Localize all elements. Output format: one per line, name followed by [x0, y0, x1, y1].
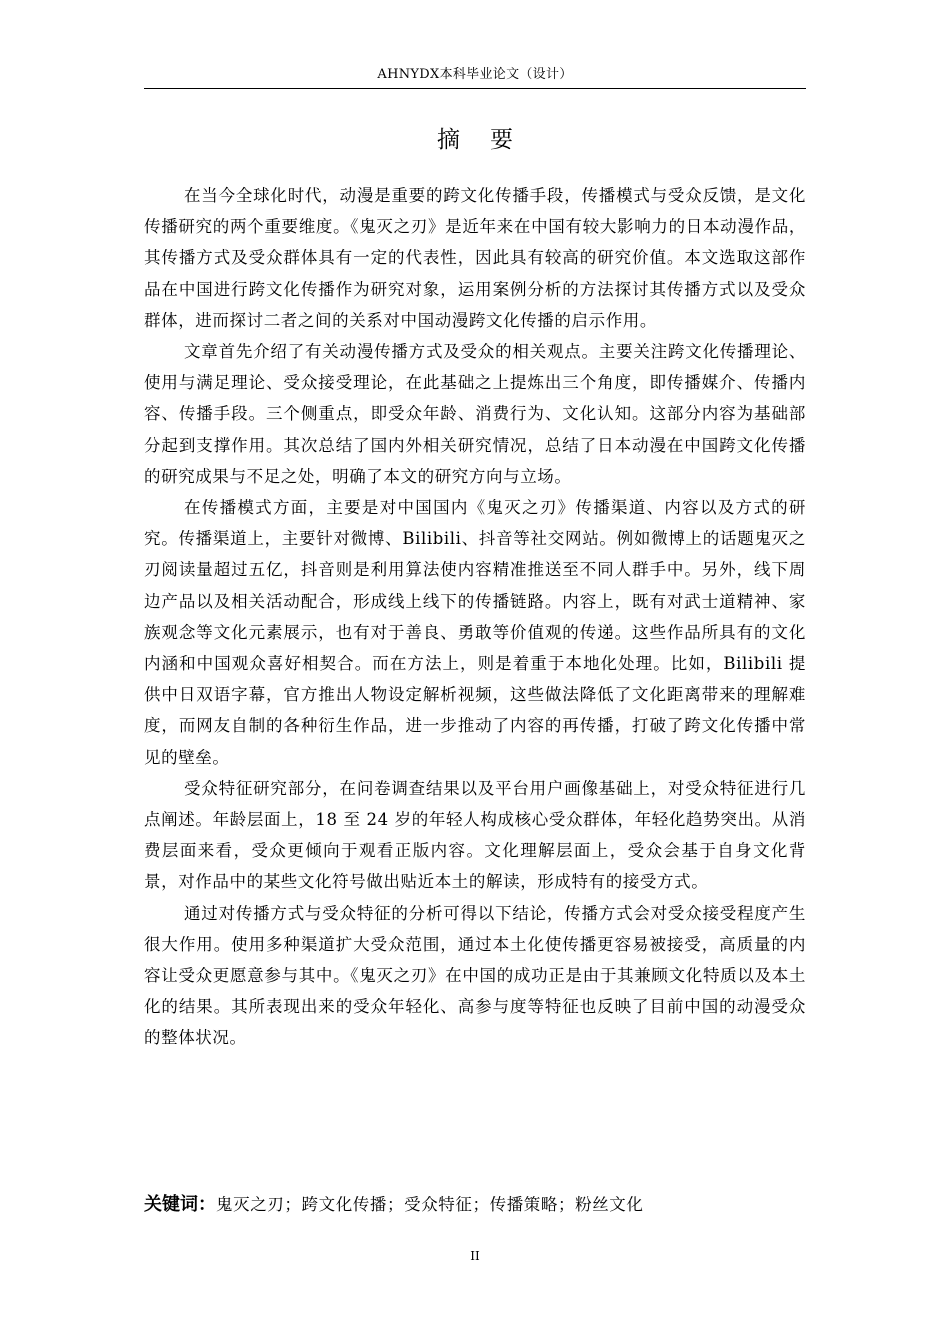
abstract-body	[144, 180, 806, 1054]
keywords-value: 鬼灭之刃；跨文化传播；受众特征；传播策略；粉丝文化	[216, 1195, 644, 1214]
abstract-title: 摘要	[437, 127, 543, 153]
abstract-paragraph: 通过对传播方式与受众特征的分析可得以下结论，传播方式会对受众接受程度产生很大作用。使用多种渠道扩大受众范围，通过本土化使传播更容易被接受，高质量的内容让受众更愿意参与其中。《鬼灭之刃》在中国的成功正是由于其兼顾文化特质以及本土化的结果。其所表现出来的受众年轻化、高参与度等特征也反映了目前中国的动漫受众的整体状况。	[144, 903, 806, 1048]
header-rule	[144, 88, 806, 89]
keywords-label: 关键词：	[144, 1194, 216, 1215]
abstract-paragraph: 文章首先介绍了有关动漫传播方式及受众的相关观点。主要关注跨文化传播理论、使用与满足理论、受众接受理论，在此基础之上提炼出三个角度，即传播媒介、传播内容、传播手段。三个侧重点，即受众年龄、消费行为、文化认知。这部分内容为基础部分起到支撑作用。其次总结了国内外相关研究情况，总结了日本动漫在中国跨文化传播的研究成果与不足之处，明确了本文的研究方向与立场。	[144, 342, 806, 486]
abstract-paragraph: 受众特征研究部分，在问卷调查结果以及平台用户画像基础上，对受众特征进行几点阐述。年龄层面上，18 至 24 岁的年轻人构成核心受众群体，年轻化趋势突出。从消费层面来看，受众更倾向于观看正版内容。文化理解层面上，受众会基于自身文化背景，对作品中的某些文化符号做出贴近本土的解读，形成特有的接受方式。	[144, 778, 806, 892]
abstract-paragraph: 在当今全球化时代，动漫是重要的跨文化传播手段，传播模式与受众反馈，是文化传播研究的两个重要维度。《鬼灭之刃》是近年来在中国有较大影响力的日本动漫作品，其传播方式及受众群体具有一定的代表性，因此具有较高的研究价值。本文选取这部作品在中国进行跨文化传播作为研究对象，运用案例分析的方法探讨其传播方式以及受众群体，进而探讨二者之间的关系对中国动漫跨文化传播的启示作用。	[144, 186, 806, 330]
keywords-line	[144, 1190, 806, 1220]
page-number: II	[470, 1249, 480, 1263]
abstract-paragraph: 在传播模式方面，主要是对中国国内《鬼灭之刃》传播渠道、内容以及方式的研究。传播渠道上，主要针对微博、Bilibili、抖音等社交网站。例如微博上的话题鬼灭之刃阅读量超过五亿，抖音则是利用算法使内容精准推送至不同人群手中。另外，线下周边产品以及相关活动配合，形成线上线下的传播链路。内容上，既有对武士道精神、家族观念等文化元素展示，也有对于善良、勇敢等价值观的传递。这些作品所具有的文化内涵和中国观众喜好相契合。而在方法上，则是着重于本地化处理。比如，Bilibili 提供中日双语字幕，官方推出人物设定解析视频，这些做法降低了文化距离带来的理解难度，而网友自制的各种衍生作品，进一步推动了内容的再传播，打破了跨文化传播中常见的壁垒。	[144, 498, 806, 767]
running-header: AHNYDX本科毕业论文（设计）	[377, 67, 573, 82]
